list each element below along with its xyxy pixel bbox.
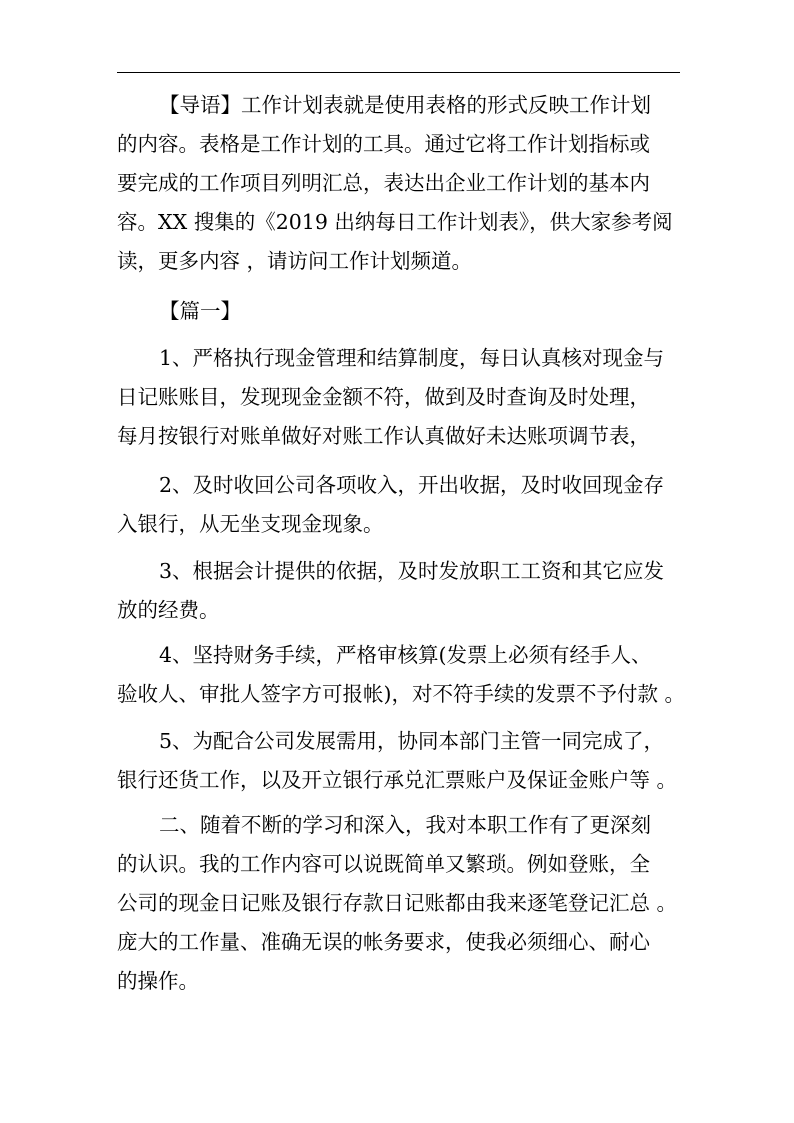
item-5-line-2: 银行还货工作，以及开立银行承兑汇票账户及保证金账户等 。 [117, 768, 678, 792]
intro-line-4: 容。XX 搜集的《2019 出纳每日工作计划表》，供大家参考阅 [117, 210, 673, 234]
intro-line-1: 【导语】工作计划表就是使用表格的形式反映工作计划 [159, 93, 651, 117]
intro-line-2: 的内容。表格是工作计划的工具。通过它将工作计划指标或 [117, 132, 650, 156]
item-1-line-2: 日记账账目，发现现金金额不符，做到及时查询及时处理， [117, 385, 650, 409]
item-2-line-2: 入银行，从无坐支现金现象。 [117, 512, 384, 536]
section-heading: 【篇一】 [159, 299, 241, 323]
item-4-line-1: 4、坚持财务手续，严格审核算(发票上必须有经手人、 [159, 643, 652, 667]
item-1-line-1: 1、严格执行现金管理和结算制度，每日认真核对现金与 [159, 346, 665, 370]
header-rule [117, 72, 680, 73]
part-2-line-4: 庞大的工作量、准确无误的帐务要求，使我必须细心、耐心 [117, 930, 650, 954]
item-5-line-1: 5、为配合公司发展需用，协同本部门主管一同完成了， [159, 729, 665, 753]
item-4-line-2: 验收人、审批人签字方可报帐)，对不符手续的发票不予付款 。 [117, 682, 686, 706]
item-2-line-1: 2、及时收回公司各项收入，开出收据，及时收回现金存 [159, 473, 665, 497]
part-2-line-2: 的认识。我的工作内容可以说既简单又繁琐。例如登账，全 [117, 852, 650, 876]
item-3-line-1: 3、根据会计提供的依据，及时发放职工工资和其它应发 [159, 559, 665, 583]
item-1-line-3: 每月按银行对账单做好对账工作认真做好未达账项调节表， [117, 424, 650, 448]
part-2-line-5: 的操作。 [117, 969, 199, 993]
intro-line-5: 读，更多内容 ，请访问工作计划频道。 [117, 249, 473, 273]
intro-line-3: 要完成的工作项目列明汇总，表达出企业工作计划的基本内 [117, 171, 650, 195]
part-2-line-3: 公司的现金日记账及银行存款日记账都由我来逐笔登记汇总 。 [117, 891, 678, 915]
part-2-line-1: 二、随着不断的学习和深入，我对本职工作有了更深刻 [159, 813, 651, 837]
item-3-line-2: 放的经费。 [117, 598, 220, 622]
